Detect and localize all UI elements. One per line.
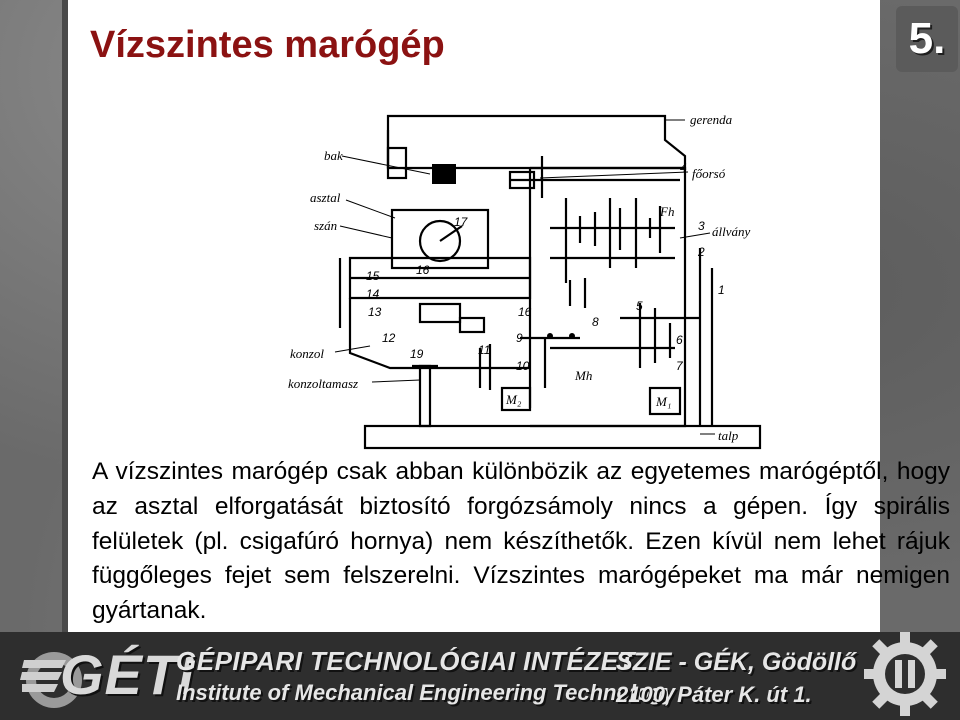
- num-12: 12: [382, 331, 396, 345]
- num-19: 19: [410, 347, 424, 361]
- milling-machine-diagram: [280, 108, 770, 456]
- num-7: 7: [676, 359, 683, 373]
- slide-number-badge: 5.: [896, 6, 958, 72]
- label-talp: talp: [718, 428, 739, 443]
- num-17: 17: [454, 215, 468, 229]
- label-allvany: állvány: [712, 224, 751, 239]
- slide-body-text: A vízszintes marógép csak abban különbözik az egyetemes marógéptől, hogy az asztal elforgatását biztosító forgózsámoly nincs a gépen. Így spirális felületek (pl. csigafúró hornya) nem készíthetők. Ezen kívül nem lehet rájuk függőleges fejet sem felszerelni. Vízszintes marógépeket ma már nemigen gyártanak.: [92, 458, 950, 625]
- slide-title: Vízszintes marógép: [90, 24, 445, 66]
- label-szan: szán: [314, 218, 338, 233]
- label-asztal: asztal: [310, 190, 341, 205]
- label-fh: Fh: [660, 204, 675, 219]
- num-11: 11: [478, 343, 491, 357]
- label-m2: M₂: [506, 392, 522, 407]
- label-gerenda: gerenda: [690, 112, 733, 127]
- num-14: 14: [366, 287, 380, 301]
- institute-name-hu: GÉPIPARI TECHNOLÓGIAI INTÉZET: [176, 646, 635, 676]
- num-6: 6: [676, 333, 683, 347]
- num-3: 3: [698, 219, 705, 233]
- institute-name-en: Institute of Mechanical Engineering Technology: [176, 680, 676, 705]
- num-4: 4: [680, 161, 687, 175]
- university-name: SZIE - GÉK, Gödöllő: [616, 648, 857, 676]
- num-10: 10: [516, 359, 530, 373]
- label-m1: M₁: [656, 394, 672, 409]
- label-foorso: főorsó: [692, 166, 726, 181]
- num-1: 1: [718, 283, 725, 297]
- num-5: 5: [636, 299, 643, 313]
- num-9: 9: [516, 331, 523, 345]
- num-8: 8: [592, 315, 599, 329]
- gear-logo-icon: [862, 628, 948, 718]
- num-16b: 16: [518, 305, 532, 319]
- label-konzol: konzol: [290, 346, 324, 361]
- label-mh: Mh: [575, 368, 593, 383]
- label-bak: bak: [324, 148, 343, 163]
- geti-logo-text: GÉTI: [60, 643, 195, 706]
- university-address: 2100, Páter K. út 1.: [616, 682, 812, 707]
- label-konzoltamasz: konzoltamasz: [288, 376, 359, 391]
- num-13: 13: [368, 305, 382, 319]
- num-2: 2: [698, 245, 705, 259]
- num-15: 15: [366, 269, 380, 283]
- num-16: 16: [416, 263, 430, 277]
